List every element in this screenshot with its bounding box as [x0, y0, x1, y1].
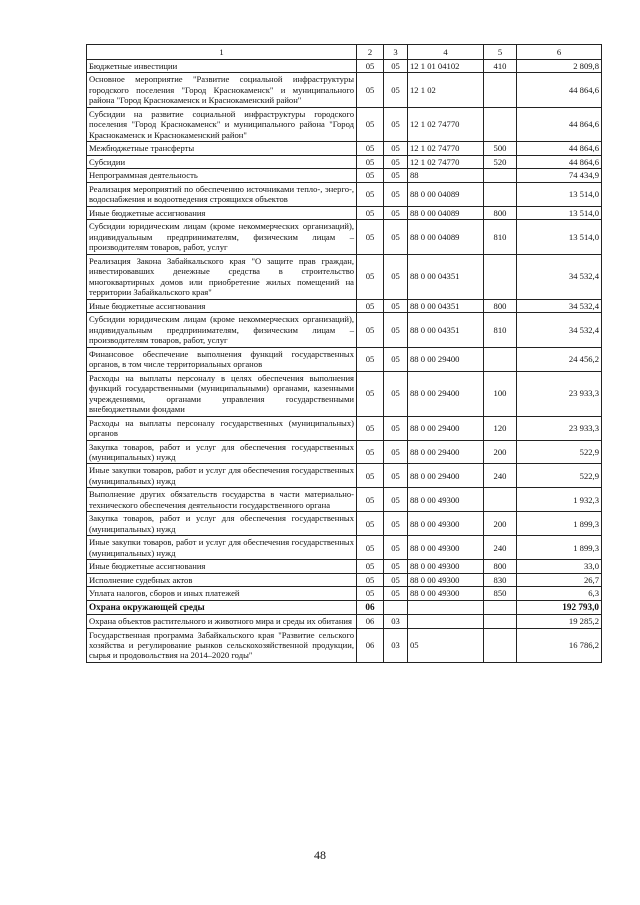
target-article-cell: 88 0 00 04089: [408, 206, 484, 219]
target-article-cell: 88 0 00 29400: [408, 416, 484, 440]
subsection-cell: 05: [384, 182, 408, 206]
subsection-cell: 05: [384, 142, 408, 155]
expense-type-cell: 500: [484, 142, 517, 155]
target-article-cell: 88 0 00 49300: [408, 488, 484, 512]
table-row: [87, 206, 602, 219]
expense-type-cell: 810: [484, 220, 517, 254]
amount-cell: 192 793,0: [517, 600, 602, 614]
subsection-cell: 05: [384, 587, 408, 600]
section-cell: 05: [357, 488, 384, 512]
section-cell: 06: [357, 600, 384, 614]
expense-type-cell: [484, 615, 517, 628]
expense-type-cell: 100: [484, 371, 517, 416]
target-article-cell: 88: [408, 169, 484, 182]
amount-cell: 34 532,4: [517, 313, 602, 347]
table-row: [87, 600, 602, 614]
target-article-cell: 12 1 02 74770: [408, 155, 484, 168]
subsection-cell: 05: [384, 313, 408, 347]
row-name-cell: Государственная программа Забайкальского края "Развитие сельского хозяйства и регулирование рынков сельскохозяйственной продукции, сырья и продовольствия на 2014–2020 годы": [87, 628, 357, 662]
target-article-cell: 88 0 00 49300: [408, 573, 484, 586]
target-article-cell: 88 0 00 29400: [408, 347, 484, 371]
subsection-cell: 03: [384, 615, 408, 628]
table-row: [87, 182, 602, 206]
subsection-cell: 05: [384, 512, 408, 536]
amount-cell: 13 514,0: [517, 182, 602, 206]
table-row: [87, 628, 602, 662]
target-article-cell: 12 1 02 74770: [408, 107, 484, 141]
expense-type-cell: [484, 488, 517, 512]
subsection-cell: 05: [384, 464, 408, 488]
subsection-cell: 05: [384, 299, 408, 312]
subsection-cell: 05: [384, 416, 408, 440]
expense-type-cell: [484, 254, 517, 299]
target-article-cell: 88 0 00 29400: [408, 440, 484, 464]
row-name-cell: Реализация мероприятий по обеспечению источниками тепло-, энерго-, водоснабжения и водоотведения строящихся объектов: [87, 182, 357, 206]
section-cell: 05: [357, 182, 384, 206]
subsection-cell: 05: [384, 60, 408, 73]
target-article-cell: 88 0 00 04351: [408, 313, 484, 347]
expense-type-cell: 410: [484, 60, 517, 73]
target-article-cell: 88 0 00 29400: [408, 371, 484, 416]
table-row: [87, 440, 602, 464]
expense-type-cell: [484, 600, 517, 614]
subsection-cell: 05: [384, 560, 408, 573]
table-row: [87, 254, 602, 299]
subsection-cell: 05: [384, 206, 408, 219]
section-cell: 06: [357, 615, 384, 628]
section-cell: 05: [357, 560, 384, 573]
table-row: [87, 107, 602, 141]
target-article-cell: 12 1 02 74770: [408, 142, 484, 155]
subsection-cell: 05: [384, 155, 408, 168]
subsection-cell: 03: [384, 628, 408, 662]
amount-cell: 23 933,3: [517, 371, 602, 416]
amount-cell: 1 899,3: [517, 536, 602, 560]
expense-type-cell: [484, 628, 517, 662]
row-name-cell: Субсидии на развитие социальной инфраструктуры городского поселения "Город Краснокаменск" и муниципального района "Город Краснокаменск и Краснокаменский район": [87, 107, 357, 141]
amount-cell: 26,7: [517, 573, 602, 586]
row-name-cell: Основное мероприятие "Развитие социальной инфраструктуры городского поселения "Город Краснокаменск" и муниципального района "Город Краснокаменск и Краснокаменский район": [87, 73, 357, 107]
amount-cell: 19 285,2: [517, 615, 602, 628]
target-article-cell: 88 0 00 04089: [408, 220, 484, 254]
row-name-cell: Межбюджетные трансферты: [87, 142, 357, 155]
amount-cell: 2 809,8: [517, 60, 602, 73]
table-row: [87, 142, 602, 155]
section-cell: 05: [357, 60, 384, 73]
expense-type-cell: [484, 182, 517, 206]
amount-cell: 44 864,6: [517, 155, 602, 168]
row-name-cell: Выполнение других обязательств государства в части материально-технического обеспечения деятельности государственного органа: [87, 488, 357, 512]
subsection-cell: 05: [384, 73, 408, 107]
amount-cell: 522,9: [517, 440, 602, 464]
amount-cell: 24 456,2: [517, 347, 602, 371]
amount-cell: 33,0: [517, 560, 602, 573]
row-name-cell: Уплата налогов, сборов и иных платежей: [87, 587, 357, 600]
amount-cell: 44 864,6: [517, 107, 602, 141]
expense-type-cell: [484, 347, 517, 371]
target-article-cell: 12 1 02: [408, 73, 484, 107]
amount-cell: 6,3: [517, 587, 602, 600]
table-row: [87, 512, 602, 536]
row-name-cell: Иные закупки товаров, работ и услуг для обеспечения государственных (муниципальных) нужд: [87, 464, 357, 488]
section-cell: 06: [357, 628, 384, 662]
section-cell: 05: [357, 512, 384, 536]
target-article-cell: 88 0 00 49300: [408, 560, 484, 573]
table-row: [87, 560, 602, 573]
amount-cell: 522,9: [517, 464, 602, 488]
row-name-cell: Закупка товаров, работ и услуг для обеспечения государственных (муниципальных) нужд: [87, 512, 357, 536]
table-row: [87, 371, 602, 416]
section-cell: 05: [357, 371, 384, 416]
section-cell: 05: [357, 416, 384, 440]
expense-type-cell: 240: [484, 464, 517, 488]
row-name-cell: Непрограммная деятельность: [87, 169, 357, 182]
target-article-cell: [408, 600, 484, 614]
expense-type-cell: 200: [484, 512, 517, 536]
table-row: [87, 299, 602, 312]
subsection-cell: 05: [384, 347, 408, 371]
subsection-cell: 05: [384, 440, 408, 464]
amount-cell: 16 786,2: [517, 628, 602, 662]
header-cell-5: 5: [484, 45, 517, 60]
table-row: [87, 464, 602, 488]
amount-cell: 74 434,9: [517, 169, 602, 182]
row-name-cell: Реализация Закона Забайкальского края "О защите прав граждан, инвестировавших денежные средства в строительство многоквартирных домов или приобретение жилых помещений на территории Забайкальского края": [87, 254, 357, 299]
subsection-cell: 05: [384, 220, 408, 254]
expense-type-cell: 120: [484, 416, 517, 440]
subsection-cell: 05: [384, 371, 408, 416]
expense-type-cell: 520: [484, 155, 517, 168]
target-article-cell: 88 0 00 29400: [408, 464, 484, 488]
row-name-cell: Субсидии юридическим лицам (кроме некоммерческих организаций), индивидуальным предпринимателям, физическим лицам – производителям товаров, работ, услуг: [87, 313, 357, 347]
subsection-cell: 05: [384, 254, 408, 299]
expense-type-cell: [484, 107, 517, 141]
expense-type-cell: 800: [484, 299, 517, 312]
table-header-row: [87, 45, 602, 60]
row-name-cell: Иные закупки товаров, работ и услуг для обеспечения государственных (муниципальных) нужд: [87, 536, 357, 560]
row-name-cell: Закупка товаров, работ и услуг для обеспечения государственных (муниципальных) нужд: [87, 440, 357, 464]
target-article-cell: 88 0 00 04351: [408, 254, 484, 299]
amount-cell: 13 514,0: [517, 206, 602, 219]
target-article-cell: 12 1 01 04102: [408, 60, 484, 73]
amount-cell: 34 532,4: [517, 299, 602, 312]
expense-type-cell: 850: [484, 587, 517, 600]
header-cell-2: 2: [357, 45, 384, 60]
expense-type-cell: 810: [484, 313, 517, 347]
amount-cell: 1 932,3: [517, 488, 602, 512]
amount-cell: 34 532,4: [517, 254, 602, 299]
section-cell: 05: [357, 313, 384, 347]
expense-type-cell: 800: [484, 206, 517, 219]
target-article-cell: 88 0 00 49300: [408, 536, 484, 560]
header-cell-6: 6: [517, 45, 602, 60]
header-cell-4: 4: [408, 45, 484, 60]
row-name-cell: Исполнение судебных актов: [87, 573, 357, 586]
row-name-cell: Субсидии: [87, 155, 357, 168]
subsection-cell: 05: [384, 107, 408, 141]
row-name-cell: Охрана объектов растительного и животного мира и среды их обитания: [87, 615, 357, 628]
amount-cell: 1 899,3: [517, 512, 602, 536]
section-cell: 05: [357, 440, 384, 464]
amount-cell: 44 864,6: [517, 142, 602, 155]
header-cell-1: 1: [87, 45, 357, 60]
subsection-cell: [384, 600, 408, 614]
expense-type-cell: 240: [484, 536, 517, 560]
table-row: [87, 220, 602, 254]
row-name-cell: Субсидии юридическим лицам (кроме некоммерческих организаций), индивидуальным предпринимателям, физическим лицам – производителям товаров, работ, услуг: [87, 220, 357, 254]
table-row: [87, 60, 602, 73]
row-name-cell: Иные бюджетные ассигнования: [87, 299, 357, 312]
target-article-cell: 88 0 00 49300: [408, 512, 484, 536]
row-name-cell: Иные бюджетные ассигнования: [87, 206, 357, 219]
target-article-cell: 88 0 00 49300: [408, 587, 484, 600]
section-cell: 05: [357, 206, 384, 219]
amount-cell: 44 864,6: [517, 73, 602, 107]
section-cell: 05: [357, 464, 384, 488]
subsection-cell: 05: [384, 573, 408, 586]
section-cell: 05: [357, 536, 384, 560]
budget-table: [86, 44, 602, 663]
section-cell: 05: [357, 573, 384, 586]
section-cell: 05: [357, 299, 384, 312]
section-cell: 05: [357, 169, 384, 182]
subsection-cell: 05: [384, 488, 408, 512]
target-article-cell: 05: [408, 628, 484, 662]
target-article-cell: [408, 615, 484, 628]
amount-cell: 23 933,3: [517, 416, 602, 440]
section-cell: 05: [357, 107, 384, 141]
table-row: [87, 73, 602, 107]
table-row: [87, 488, 602, 512]
table-row: [87, 313, 602, 347]
expense-type-cell: 800: [484, 560, 517, 573]
row-name-cell: Расходы на выплаты персоналу государственных (муниципальных) органов: [87, 416, 357, 440]
table-row: [87, 587, 602, 600]
row-name-cell: Бюджетные инвестиции: [87, 60, 357, 73]
target-article-cell: 88 0 00 04351: [408, 299, 484, 312]
section-cell: 05: [357, 254, 384, 299]
expense-type-cell: 830: [484, 573, 517, 586]
section-cell: 05: [357, 155, 384, 168]
expense-type-cell: 200: [484, 440, 517, 464]
section-cell: 05: [357, 347, 384, 371]
budget-table-body: [87, 45, 602, 663]
target-article-cell: 88 0 00 04089: [408, 182, 484, 206]
table-row: [87, 347, 602, 371]
row-name-cell: Иные бюджетные ассигнования: [87, 560, 357, 573]
section-cell: 05: [357, 220, 384, 254]
table-row: [87, 615, 602, 628]
expense-type-cell: [484, 169, 517, 182]
section-cell: 05: [357, 587, 384, 600]
row-name-cell: Расходы на выплаты персоналу в целях обеспечения выполнения функций государственными (муниципальными) органами, казенными учреждениями, органами управления государственными внебюджетными фондами: [87, 371, 357, 416]
section-cell: 05: [357, 142, 384, 155]
page-number: 48: [314, 848, 326, 862]
table-row: [87, 573, 602, 586]
header-cell-3: 3: [384, 45, 408, 60]
amount-cell: 13 514,0: [517, 220, 602, 254]
section-cell: 05: [357, 73, 384, 107]
row-name-cell: Охрана окружающей среды: [87, 600, 357, 614]
table-row: [87, 155, 602, 168]
table-row: [87, 536, 602, 560]
row-name-cell: Финансовое обеспечение выполнения функций государственных органов, в том числе территориальных органов: [87, 347, 357, 371]
subsection-cell: 05: [384, 536, 408, 560]
expense-type-cell: [484, 73, 517, 107]
table-row: [87, 416, 602, 440]
table-row: [87, 169, 602, 182]
subsection-cell: 05: [384, 169, 408, 182]
